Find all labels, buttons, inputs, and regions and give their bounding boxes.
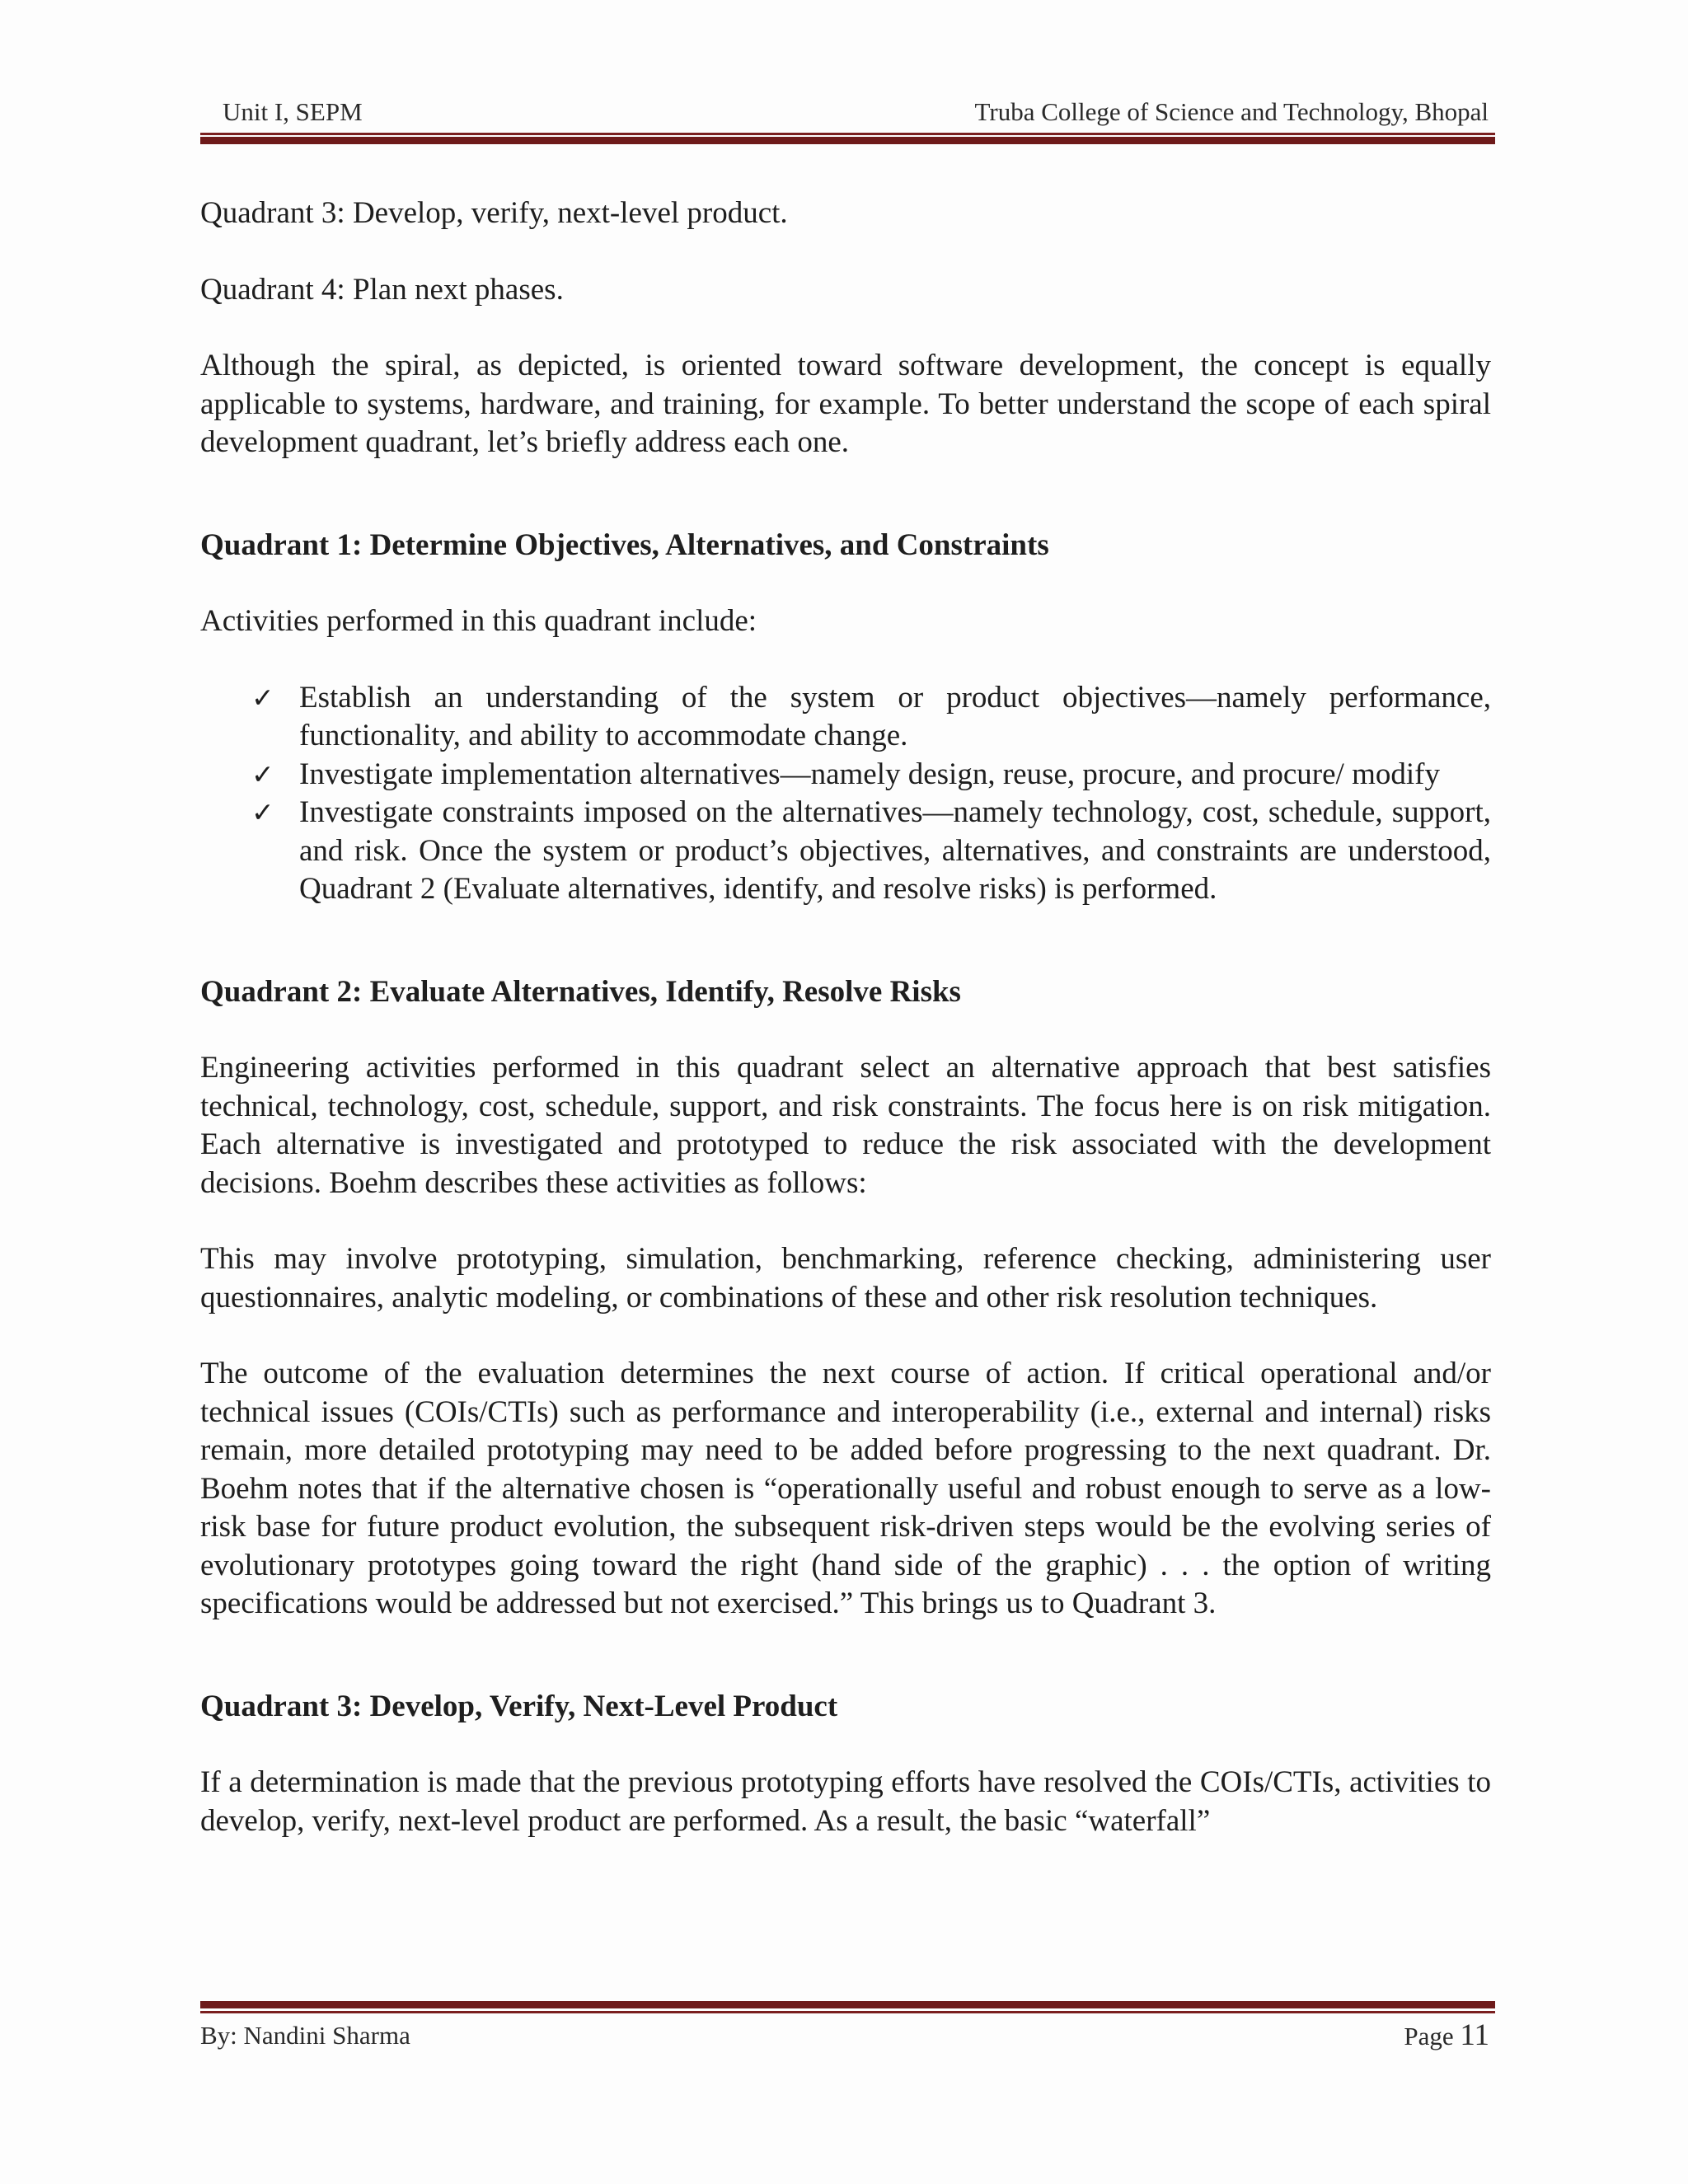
list-item (251, 794, 1491, 909)
paragraph-quadrant-3: Quadrant 3: Develop, verify, next-level product. (200, 196, 788, 230)
page-number-block (1404, 2018, 1489, 2053)
paragraph-engineering-activities: Engineering activities performed in this quadrant select an alternative approach that best satisfies technical, technology, cost, schedule, support, and risk constraints. The focus here is on risk mitigation. Each alternative is investigated and prototyped to reduce the risk associated with the development decisions. Boehm describes these activities as follows: (200, 1051, 1491, 1200)
check-icon: ✓ (251, 757, 274, 790)
paragraph-determination: If a determination is made that the previous prototyping efforts have resolved the COIs/CTIs, activities to develop, verify, next-level product are performed. As a result, the basic “waterfall” (200, 1765, 1491, 1838)
check-icon: ✓ (251, 796, 274, 828)
header-rule-thick (200, 137, 1495, 144)
header-college: Truba College of Science and Technology, Bhopal (974, 97, 1489, 126)
list-item (251, 679, 1491, 756)
heading-quadrant-3: Quadrant 3: Develop, Verify, Next-Level Product (200, 1689, 838, 1723)
header-rule-thin (200, 133, 1495, 135)
heading-quadrant-2: Quadrant 2: Evaluate Alternatives, Identify, Resolve Risks (200, 974, 961, 1009)
page-footer (200, 2018, 1491, 2054)
paragraph-evaluation-outcome: The outcome of the evaluation determines the next course of action. If critical operational and/or technical issues (COIs/CTIs) such as performance and interoperability (i.e., external and internal) risks remain, more detailed prototyping may need to be added before progressing to the next quadrant. Dr. Boehm notes that if the alternative chosen is “operationally useful and robust enough to serve as a low-risk base for future product evolution, the subsequent risk-driven steps would be the evolving series of evolutionary prototypes going toward the right (hand side of the graphic) . . . the option of writing specifications would be addressed but not exercised.” This brings us to Quadrant 3. (200, 1357, 1491, 1620)
footer-rule-thin (200, 2011, 1495, 2013)
list-item-text: Establish an understanding of the system or product objectives—namely performance, functionality, and ability to accommodate change. (299, 680, 1491, 752)
page-header (221, 97, 1492, 130)
list-item (251, 756, 1491, 794)
list-item-text: Investigate implementation alternatives—namely design, reuse, procure, and procure/ modify (299, 757, 1440, 791)
page-label: Page (1404, 2022, 1454, 2050)
objectives-checklist (200, 679, 1491, 909)
paragraph-activities: Activities performed in this quadrant include: (200, 604, 757, 638)
list-item-text: Investigate constraints imposed on the alternatives—namely technology, cost, schedule, support, and risk. Once the system or product’s objectives, alternatives, and constraints are understood, Quadrant 2 (Evaluate alternatives, identify, and resolve risks) is performed. (299, 795, 1491, 906)
footer-rule-thick (200, 2001, 1495, 2008)
page-body (200, 194, 1491, 1840)
footer-author: By: Nandini Sharma (200, 2021, 410, 2050)
paragraph-quadrant-4: Quadrant 4: Plan next phases. (200, 272, 564, 307)
check-icon: ✓ (251, 681, 274, 714)
heading-quadrant-1: Quadrant 1: Determine Objectives, Alternatives, and Constraints (200, 527, 1049, 562)
page-number: 11 (1460, 2018, 1489, 2052)
header-unit: Unit I, SEPM (223, 97, 363, 126)
paragraph-spiral-intro: Although the spiral, as depicted, is oriented toward software development, the concept is equally applicable to systems, hardware, and training, for example. To better understand the scope of each spiral development quadrant, let’s briefly address each one. (200, 349, 1491, 459)
paragraph-boehm-quote: This may involve prototyping, simulation, benchmarking, reference checking, administering user questionnaires, analytic modeling, or combinations of these and other risk resolution techniques. (200, 1242, 1491, 1315)
